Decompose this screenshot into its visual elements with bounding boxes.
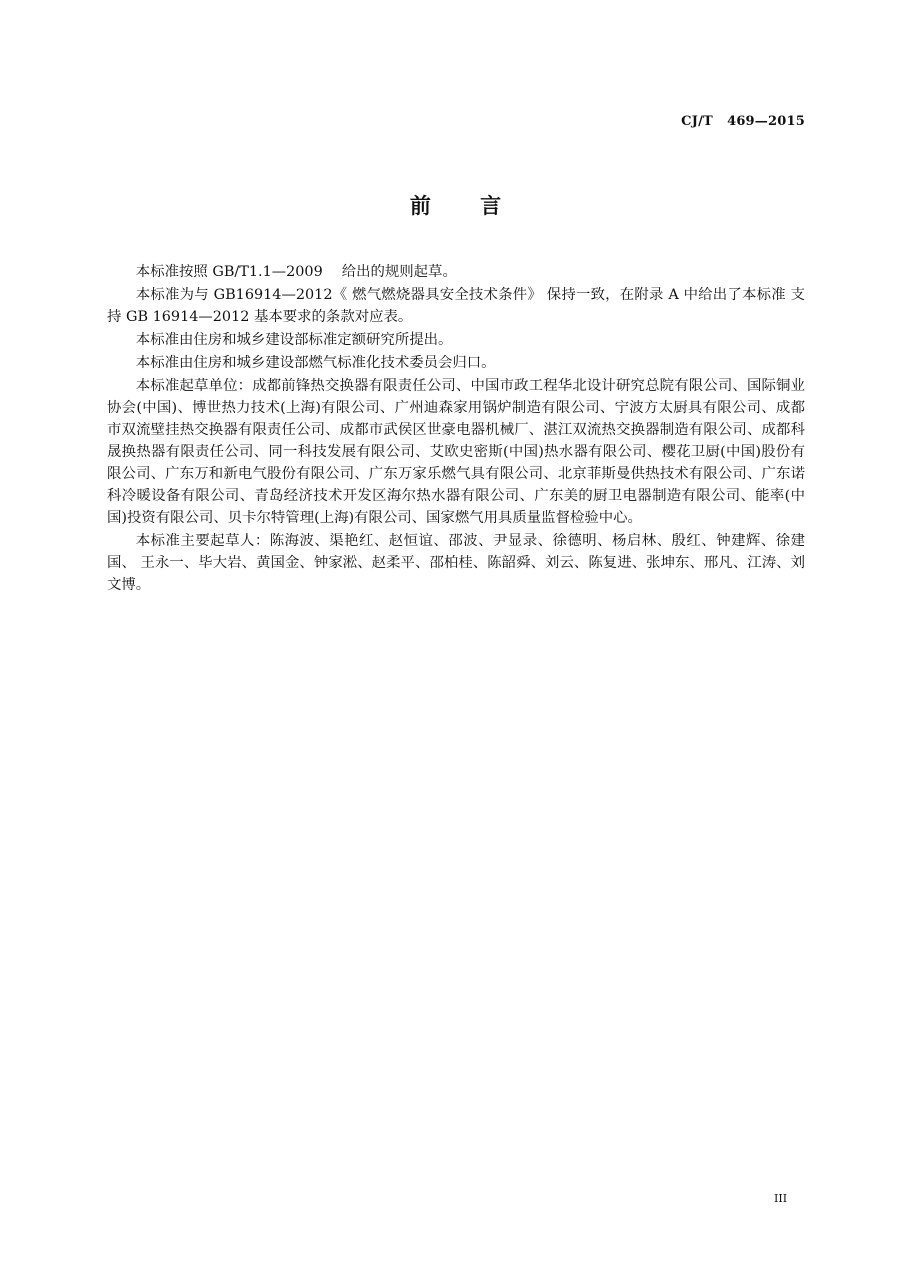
standard-code: CJ/T 469—2015 [681, 114, 805, 129]
foreword-body [107, 261, 805, 597]
paragraph-administrator: 本标准由住房和城乡建设部燃气标准化技术委员会归口。 [135, 355, 496, 371]
paragraph-drafting-units: 本标准起草单位：成都前锋热交换器有限责任公司、中国市政工程华北设计研究总院有限公司、国际铜业协会(中国)、博世热力技术(上海)有限公司、广州迪森家用锅炉制造有限公司、宁波方太厨具有限公司、成都市双流壁挂热交换器有限责任公司、成都市武侯区世豪电器机械厂、湛江双流热交换器制造有限公司、成都科晟换热器有限责任公司、同一科技发展有限公司、艾欧史密斯(中国)热水器有限公司、樱花卫厨(中国)股份有限公司、广东万和新电气股份有限公司、广东万家乐燃气具有限公司、北京菲斯曼供热技术有限公司、广东诺科冷暖设备有限公司、青岛经济技术开发区海尔热水器有限公司、广东美的厨卫电器制造有限公司、能率(中国)投资有限公司、贝卡尔特管理(上海)有限公司、国家燃气用具质量监督检验中心。 [107, 378, 805, 526]
paragraph-annex-note: 本标准为与 GB16914—2012《 燃气燃烧器具安全技术条件》 保持一致，在附录 A 中给出了本标准 支持 GB 16914—2012 基本要求的条款对应表。 [107, 287, 805, 325]
page-title: 前 言 [409, 193, 502, 218]
page-number: III [774, 1192, 788, 1205]
paragraph-drafting-rules: 本标准按照 GB/T1.1—2009 给出的规则起草。 [135, 264, 457, 280]
paragraph-proposer: 本标准由住房和城乡建设部标准定额研究所提出。 [135, 332, 453, 348]
paragraph-drafters: 本标准主要起草人：陈海波、渠艳红、赵恒谊、邵波、尹显录、徐德明、杨启林、殷红、钟建辉、徐建国、 王永一、毕大岩、黄国金、钟家淞、赵柔平、邵柏桂、陈韶舜、刘云、陈复进、张坤东、邢凡、江涛、刘文博。 [107, 533, 805, 593]
